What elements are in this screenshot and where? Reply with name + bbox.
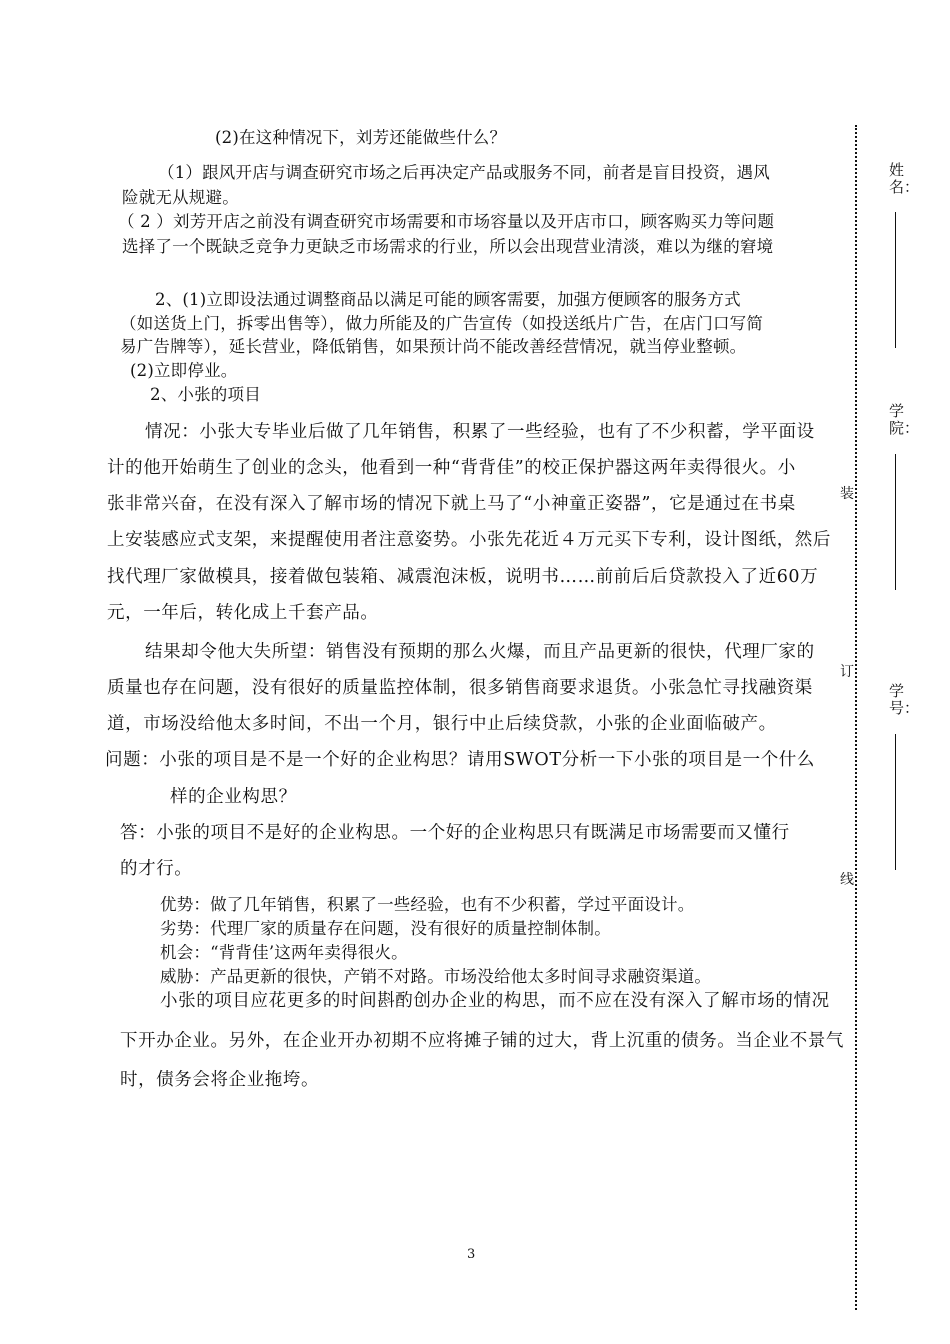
text-line: 结果却令他大失所望：销售没有预期的那么火爆，而且产品更新的很快，代理厂家的 bbox=[145, 642, 815, 662]
question-line: 样的企业构思？ bbox=[170, 787, 297, 807]
student-id-label: 学号： bbox=[889, 682, 920, 717]
binding-dotted-line bbox=[855, 125, 857, 1310]
text-line: 下开办企业。另外，在企业开办初期不应将摊子铺的过大，背上沉重的债务。当企业不景气 bbox=[120, 1031, 844, 1051]
text-line: 张非常兴奋，在没有深入了解市场的情况下就上马了“小神童正姿器”，它是通过在书桌 bbox=[107, 494, 796, 514]
text-line: （ 2 ）刘芳开店之前没有调查研究市场需要和市场容量以及开店市口，顾客购买力等问题 bbox=[118, 212, 775, 231]
student-id-fill-line bbox=[895, 734, 896, 870]
text-line: （1）跟风开店与调查研究市场之后再决定产品或服务不同，前者是盲目投资，遇风 bbox=[158, 163, 770, 182]
swot-weaknesses: 劣势：代理厂家的质量存在问题，没有很好的质量控制体制。 bbox=[160, 919, 611, 938]
text-line: 易广告牌等），延长营业，降低销售，如果预计尚不能改善经营情况，就当停业整顿。 bbox=[120, 337, 747, 356]
text-line: 险就无从规避。 bbox=[122, 188, 239, 207]
text-line: 2、(1)立即设法通过调整商品以满足可能的顾客需要，加强方便顾客的服务方式 bbox=[155, 290, 741, 309]
text-line: （如送货上门，拆零出售等），做力所能及的广告宣传（如投送纸片广告，在店门口写简 bbox=[120, 314, 764, 333]
text-line: 上安装感应式支架，来提醒使用者注意姿势。小张先花近４万元买下专利，设计图纸，然后 bbox=[107, 530, 831, 550]
name-label: 姓名： bbox=[889, 161, 920, 196]
name-fill-line bbox=[895, 212, 896, 348]
text-line: 时，债务会将企业拖垮。 bbox=[120, 1070, 320, 1090]
text-line: 找代理厂家做模具，接着做包装箱、减震泡沫板，说明书……前前后后贷款投入了近60万 bbox=[107, 567, 819, 587]
text-line: 质量也存在问题，没有很好的质量监控体制，很多销售商要求退货。小张急忙寻找融资渠 bbox=[107, 678, 813, 698]
text-line: 计的他开始萌生了创业的念头，他看到一种“背背佳”的校正保护器这两年卖得很火。小 bbox=[107, 458, 796, 478]
text-line: 小张的项目应花更多的时间斟酌创办企业的构思，而不应在没有深入了解市场的情况 bbox=[160, 991, 830, 1011]
swot-opportunities: 机会：“背背佳’这两年卖得很火。 bbox=[160, 943, 408, 962]
swot-threats: 威胁：产品更新的很快，产销不对路。市场没给他太多时间寻求融资渠道。 bbox=[160, 967, 712, 986]
cut-mark: 订 bbox=[840, 664, 854, 680]
page-number: 3 bbox=[467, 1247, 476, 1262]
text-line: 选择了一个既缺乏竞争力更缺乏市场需求的行业，所以会出现营业清淡，难以为继的窘境 bbox=[122, 237, 774, 256]
college-fill-line bbox=[895, 454, 896, 590]
text-line: 道，市场没给他太多时间，不出一个月，银行中止后续贷款，小张的企业面临破产。 bbox=[107, 714, 777, 734]
college-label: 学院： bbox=[889, 402, 920, 437]
question-line: 问题：小张的项目是不是一个好的企业构思？请用SWOT分析一下小张的项目是一个什么 bbox=[105, 750, 815, 770]
answer-line: 答：小张的项目不是好的企业构思。一个好的企业构思只有既满足市场需要而又懂行 bbox=[120, 823, 790, 843]
text-line: 元，一年后，转化成上千套产品。 bbox=[107, 603, 379, 623]
text-line: (2)立即停业。 bbox=[130, 361, 238, 380]
answer-line: 的才行。 bbox=[120, 859, 193, 879]
swot-strengths: 优势：做了几年销售，积累了一些经验，也有不少积蓄，学过平面设计。 bbox=[160, 895, 695, 914]
cut-mark: 线 bbox=[840, 872, 854, 888]
cut-mark: 装 bbox=[840, 486, 854, 502]
section-heading: 2、小张的项目 bbox=[150, 385, 261, 404]
text-line: (2)在这种情况下，刘芳还能做些什么？ bbox=[215, 128, 507, 147]
text-line: 情况：小张大专毕业后做了几年销售，积累了一些经验，也有了不少积蓄，学平面设 bbox=[145, 422, 815, 442]
